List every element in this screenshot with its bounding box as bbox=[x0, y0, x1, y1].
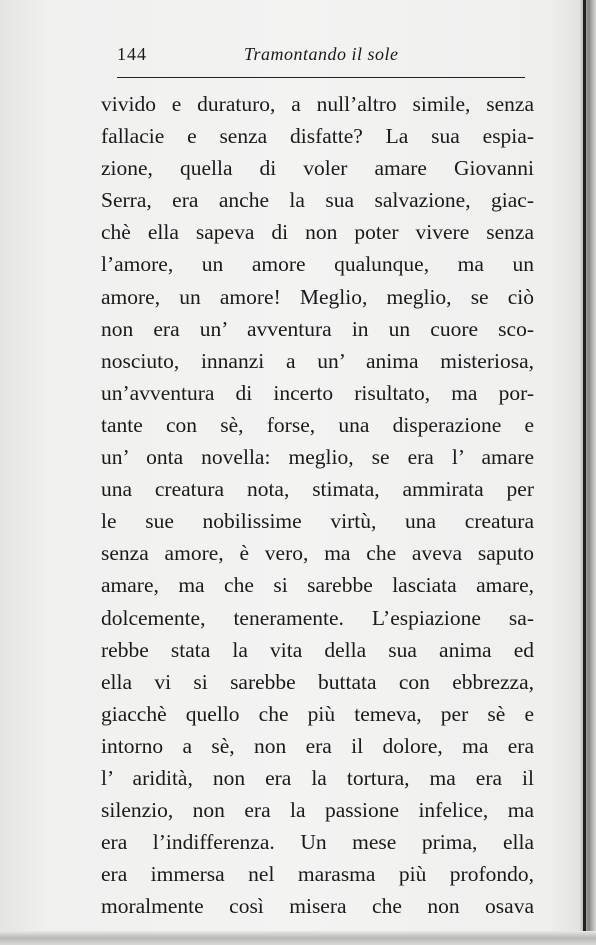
text-line: intorno a sè, non era il dolore, ma era bbox=[101, 733, 534, 758]
text-line: vivido e duraturo, a null’altro simile, senza bbox=[101, 92, 534, 116]
text-line: l’amore, un amore qualunque, ma un bbox=[101, 252, 534, 277]
text-line: un’ onta novella: meglio, se era l’ amare bbox=[101, 445, 534, 470]
binding-edge-line bbox=[583, 0, 586, 945]
text-line: chè ella sapeva di non poter vivere senza bbox=[101, 220, 534, 245]
text-line: una creatura nota, stimata, ammirata per bbox=[101, 477, 534, 502]
text-line: silenzio, non era la passione infelice, ma bbox=[101, 798, 534, 823]
page-header bbox=[117, 44, 525, 70]
text-line: era l’indifferenza. Un mese prima, ella bbox=[101, 830, 534, 855]
text-line: non era un’ avventura in un cuore sco- bbox=[101, 316, 534, 341]
page-number: 144 bbox=[117, 44, 147, 64]
header-rule bbox=[117, 77, 525, 78]
text-line: moralmente così misera che non osava bbox=[101, 894, 534, 919]
text-line: senza amore, è vero, ma che aveva saputo bbox=[101, 541, 534, 566]
text-line: tante con sè, forse, una disperazione e bbox=[101, 412, 534, 437]
text-line: giacchè quello che più temeva, per sè e bbox=[101, 701, 534, 726]
text-line: amare, ma che si sarebbe lasciata amare, bbox=[101, 573, 534, 598]
text-line: dolcemente, teneramente. L’espiazione sa- bbox=[101, 605, 534, 630]
body-text bbox=[101, 88, 534, 922]
text-line: amore, un amore! Meglio, meglio, se ciò bbox=[101, 284, 534, 309]
text-line: le sue nobilissime virtù, una creatura bbox=[101, 509, 534, 534]
text-line: fallacie e senza disfatte? La sua espia- bbox=[101, 124, 534, 149]
text-line: l’ aridità, non era la tortura, ma era il bbox=[101, 765, 534, 790]
text-line: un’avventura di incerto risultato, ma por- bbox=[101, 380, 534, 405]
text-line: nosciuto, innanzi a un’ anima misteriosa, bbox=[101, 348, 534, 373]
page-bottom-edge bbox=[0, 931, 596, 945]
text-line: Serra, era anche la sua salvazione, giac- bbox=[101, 188, 534, 213]
text-line: zione, quella di voler amare Giovanni bbox=[101, 156, 534, 181]
running-title: Tramontando il sole bbox=[244, 44, 399, 64]
text-line: rebbe stata la vita della sua anima ed bbox=[101, 637, 534, 662]
text-line: ella vi si sarebbe buttata con ebbrezza, bbox=[101, 669, 534, 694]
text-line: era immersa nel marasma più profondo, bbox=[101, 862, 534, 887]
